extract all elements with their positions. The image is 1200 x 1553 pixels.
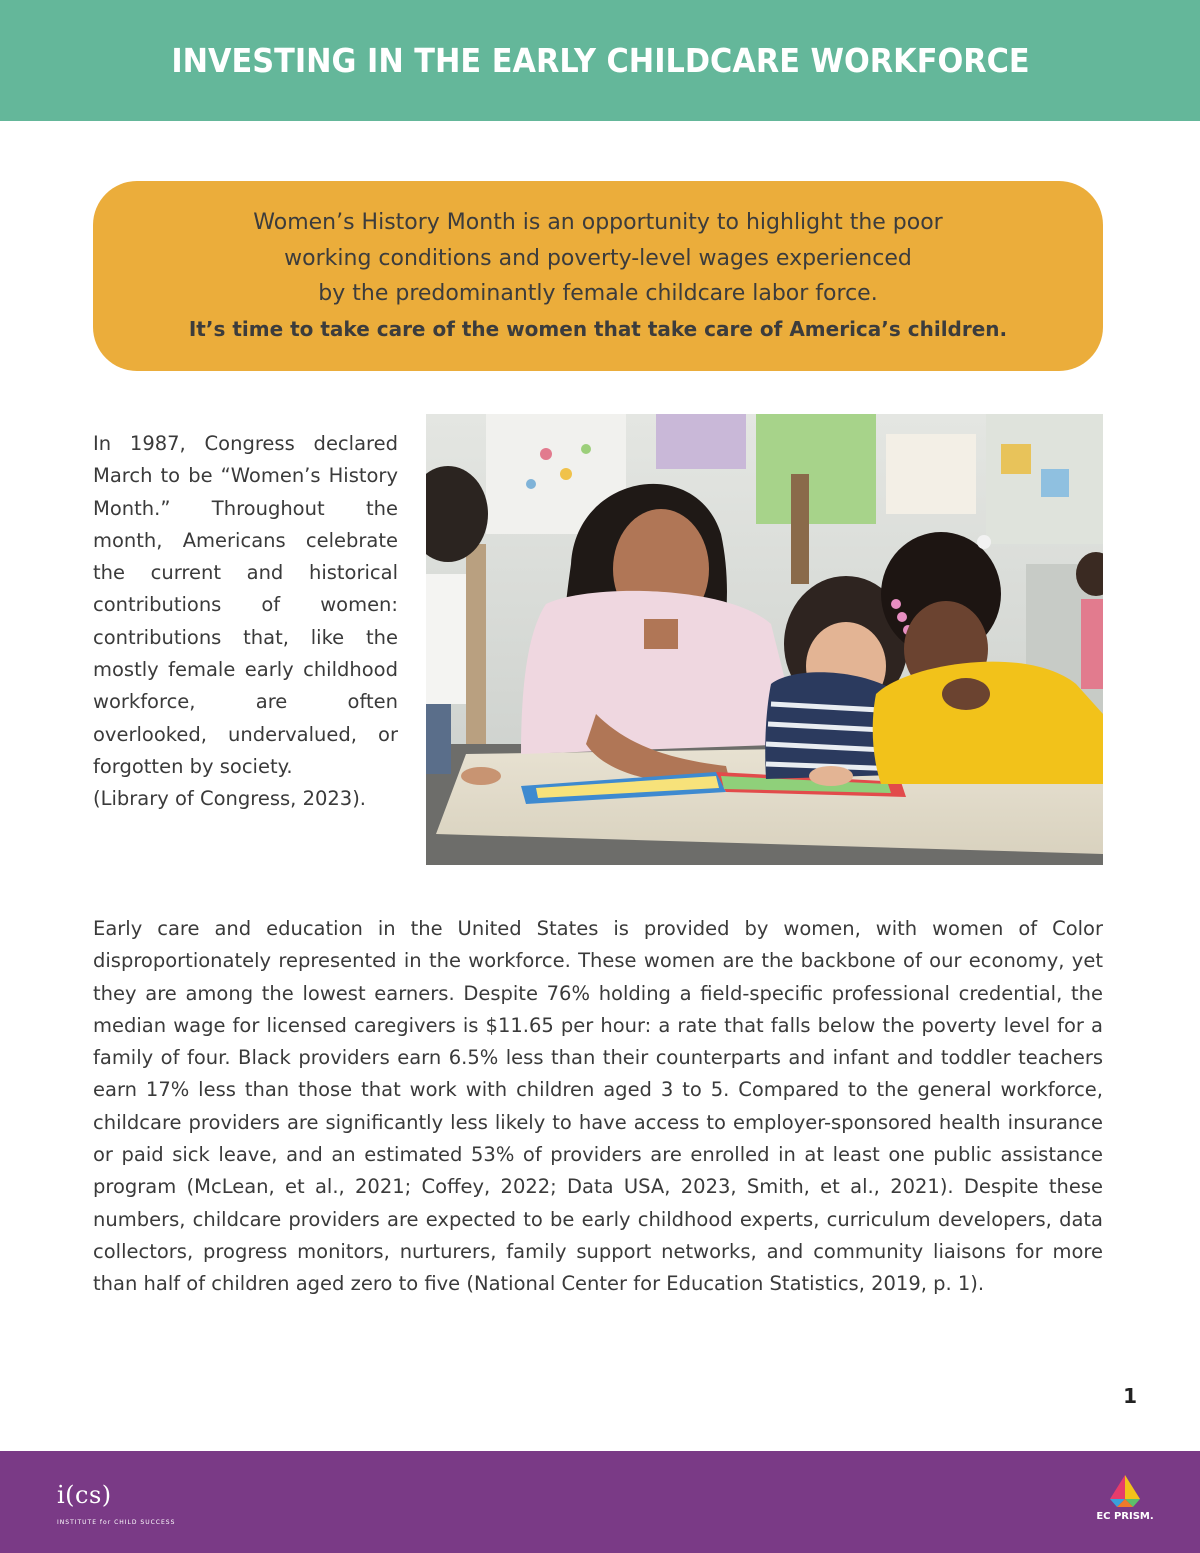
page-header xyxy=(0,0,1200,121)
ics-logo xyxy=(57,1481,176,1526)
page-title: INVESTING IN THE EARLY CHILDCARE WORKFORCE xyxy=(170,41,1030,80)
ics-logo-subtitle: INSTITUTE for CHILD SUCCESS xyxy=(57,1519,176,1526)
callout-line-1: Women’s History Month is an opportunity to highlight the poor xyxy=(253,210,943,235)
classroom-photo xyxy=(426,414,1103,865)
page-footer xyxy=(0,1451,1200,1553)
intro-citation: (Library of Congress, 2023). xyxy=(93,787,366,811)
page-number: 1 xyxy=(1123,1384,1137,1408)
ics-logo-mark: i(cs) xyxy=(57,1481,112,1509)
classroom-photo-illustration xyxy=(426,414,1103,865)
body-text: Early care and education in the United States is provided by women, with women of Color disproportionately represented in the workforce. These women are the backbone of our economy, yet they are among the lowest earners. Despite 76% holding a field-specific professional credential, the median wage for licensed caregivers is $11.65 per hour: a rate that falls below the poverty level for a family of four. Black providers earn 6.5% less than their counterparts and infant and toddler teachers earn 17% less than those that work with children aged 3 to 5. Compared to the general workforce, childcare providers are significantly less likely to have access to employer-sponsored health insurance or paid sick leave, and an estimated 53% of providers are enrolled in at least one public assistance program (McLean, et al., 2021; Coffey, 2022; Data USA, 2023, Smith, et al., 2021). Despite these numbers, childcare providers are expected to be early childhood experts, curriculum developers, data collectors, progress monitors, nurturers, family support networks, and community liaisons for more than half of children aged zero to five (National Center for Education Statistics, 2019, p. 1). xyxy=(93,917,1103,1296)
prism-icon xyxy=(1088,1473,1162,1509)
callout-line-2: working conditions and poverty-level wages experienced xyxy=(284,245,912,271)
callout-box xyxy=(93,181,1103,371)
callout-emphasis: It’s time to take care of the women that take care of America’s children. xyxy=(188,316,1008,341)
ec-prism-logo xyxy=(1088,1473,1162,1533)
ec-prism-text: EC PRISM. xyxy=(1096,1511,1154,1522)
intro-paragraph xyxy=(93,428,398,816)
intro-text: In 1987, Congress declared March to be “Women’s History Month.” Throughout the month, Americans celebrate the current and historical contributions of women: contributions that, like the mostly female early childhood workforce, are often overlooked, undervalued, or forgotten by society. xyxy=(93,432,398,778)
body-paragraph xyxy=(93,913,1103,1301)
callout-line-3: by the predominantly female childcare labor force. xyxy=(318,281,878,306)
